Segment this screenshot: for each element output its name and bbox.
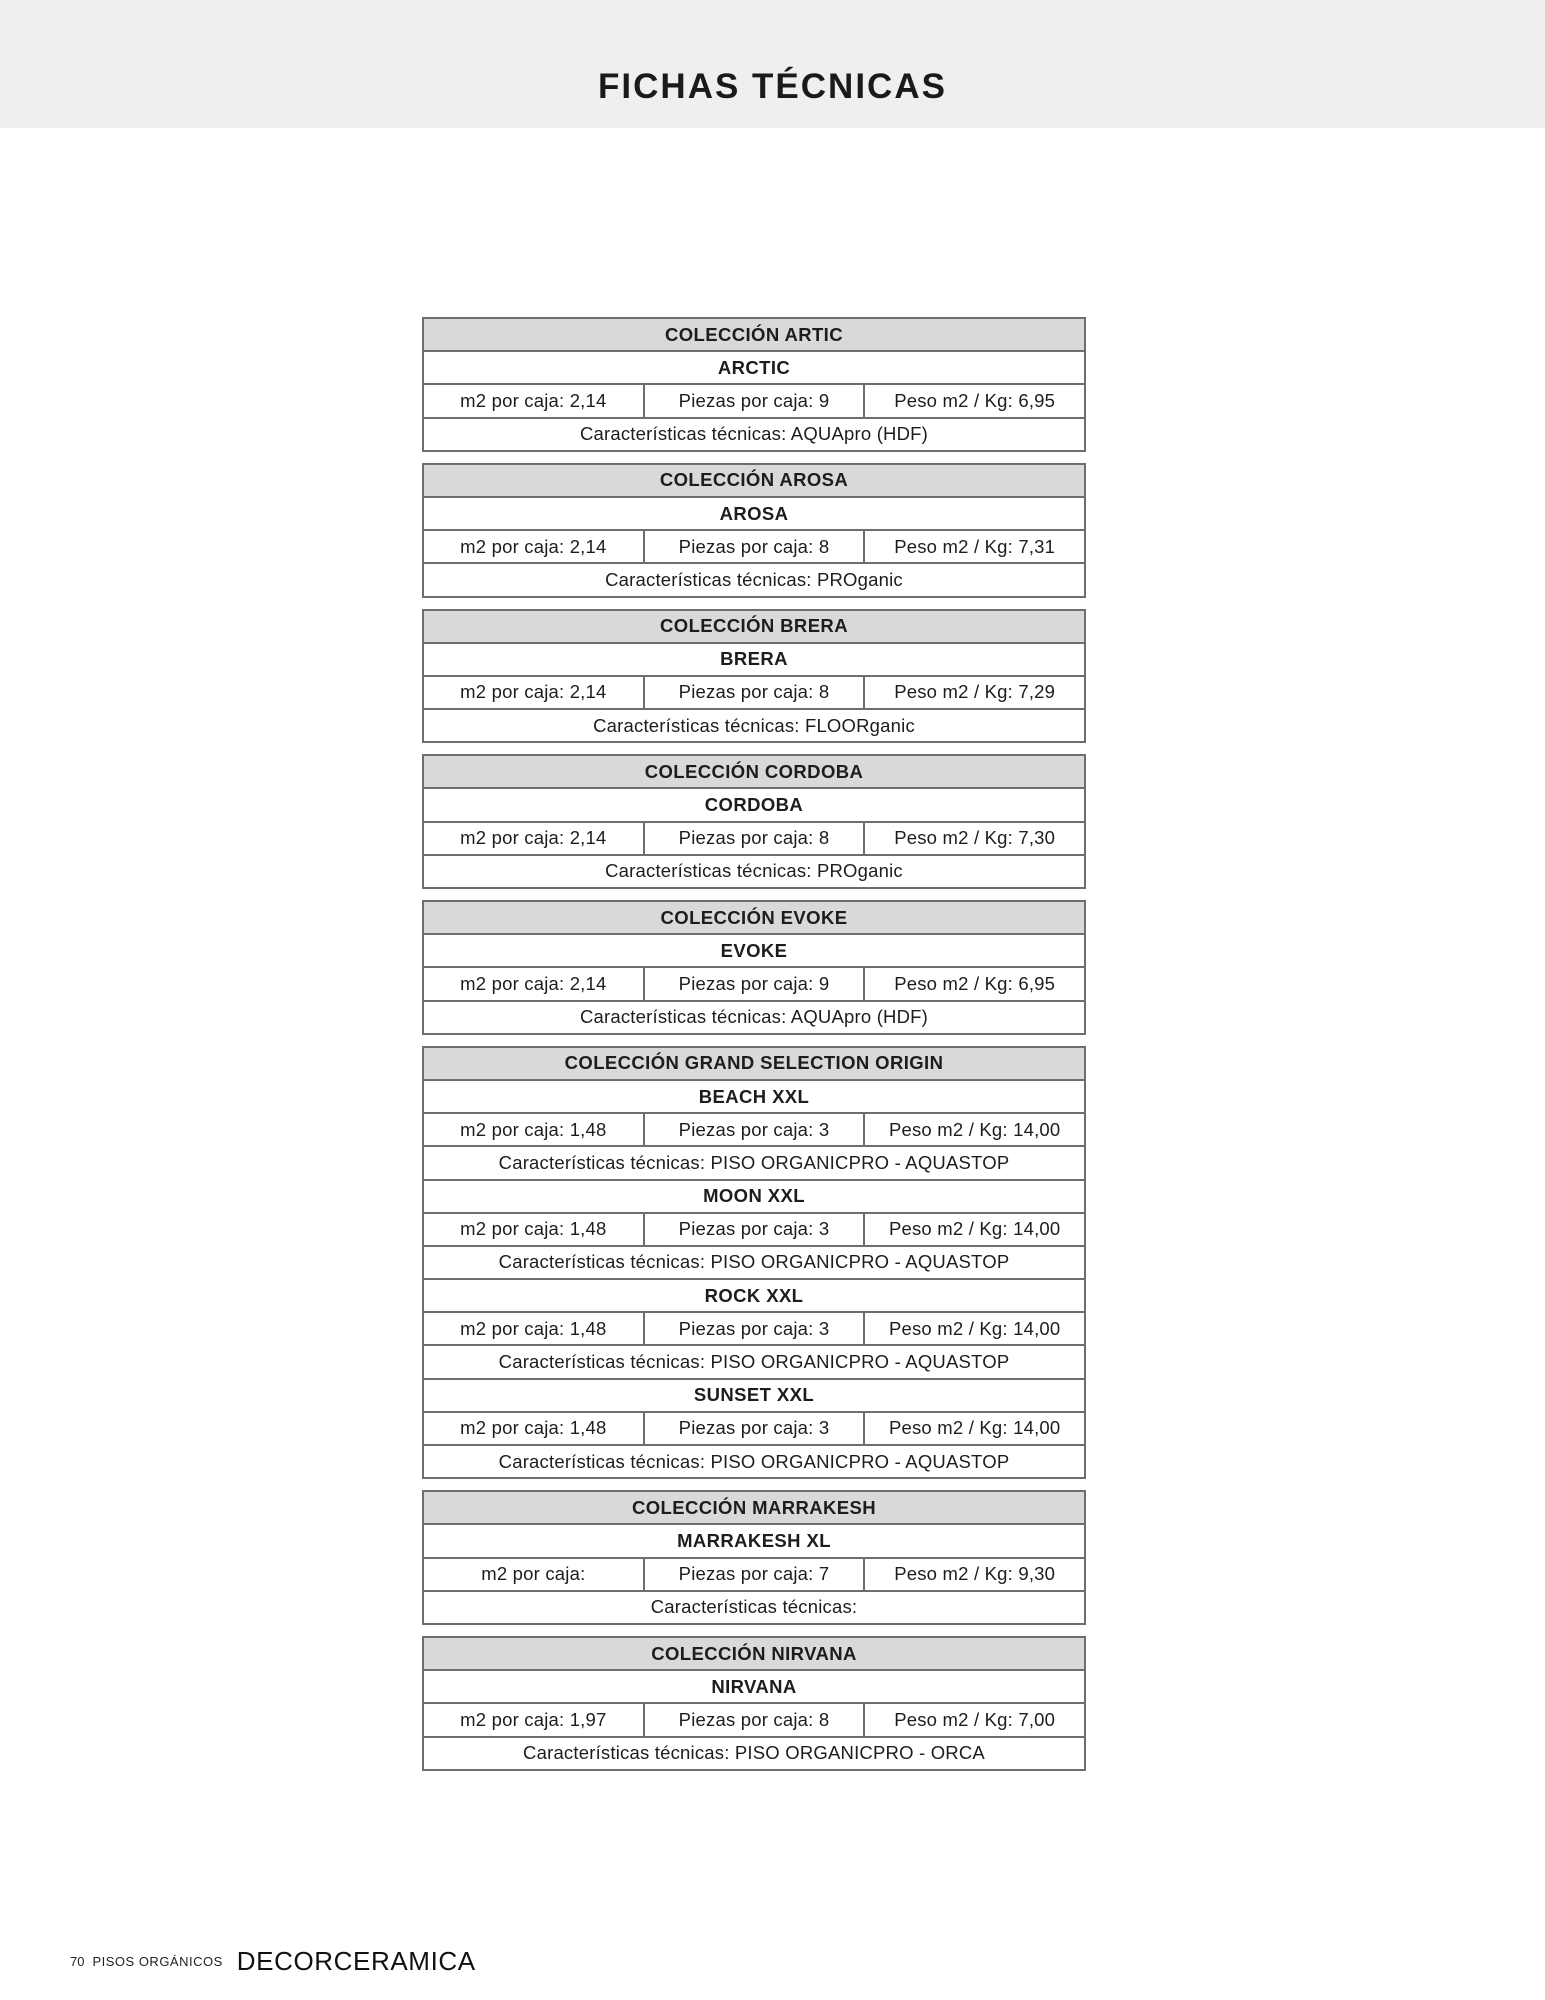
product-name: AROSA: [424, 496, 1084, 529]
weight-cell: Peso m2 / Kg: 7,00: [863, 1704, 1084, 1735]
pieces-per-box-cell: Piezas por caja: 3: [643, 1214, 864, 1245]
section-label: PISOS ORGÁNICOS: [92, 1953, 223, 1969]
collection-title: COLECCIÓN ARTIC: [424, 319, 1084, 350]
product-name: CORDOBA: [424, 787, 1084, 820]
technical-features: Características técnicas: PISO ORGANICPRO - AQUASTOP: [424, 1444, 1084, 1477]
weight-cell: Peso m2 / Kg: 6,95: [863, 968, 1084, 999]
collection-title: COLECCIÓN BRERA: [424, 611, 1084, 642]
pieces-per-box-cell: Piezas por caja: 7: [643, 1559, 864, 1590]
technical-features: Características técnicas: PISO ORGANICPRO - AQUASTOP: [424, 1245, 1084, 1278]
m2-per-box-cell: m2 por caja: 1,97: [460, 1708, 607, 1730]
collection-title: COLECCIÓN NIRVANA: [424, 1638, 1084, 1669]
product-name: NIRVANA: [424, 1669, 1084, 1702]
technical-features: Características técnicas: PISO ORGANICPRO - AQUASTOP: [424, 1344, 1084, 1377]
technical-features: Características técnicas: AQUApro (HDF): [424, 1000, 1084, 1033]
weight-cell: Peso m2 / Kg: 14,00: [863, 1413, 1084, 1444]
product-name: ARCTIC: [424, 350, 1084, 383]
product-name: BRERA: [424, 642, 1084, 675]
weight-cell: Peso m2 / Kg: 7,29: [863, 677, 1084, 708]
m2-per-box-cell: m2 por caja: 1,48: [460, 1317, 607, 1339]
pieces-per-box-cell: Piezas por caja: 8: [643, 531, 864, 562]
collection-table: [422, 1636, 1086, 1771]
spec-row: [424, 821, 1084, 854]
spec-row: [424, 383, 1084, 416]
spec-row: [424, 1557, 1084, 1590]
page-title: FICHAS TÉCNICAS: [598, 67, 947, 106]
weight-cell: Peso m2 / Kg: 14,00: [863, 1313, 1084, 1344]
pieces-per-box-cell: Piezas por caja: 3: [643, 1413, 864, 1444]
spec-row: [424, 1702, 1084, 1735]
collection-table: [422, 900, 1086, 1035]
product-name: SUNSET XXL: [424, 1378, 1084, 1411]
pieces-per-box-cell: Piezas por caja: 8: [643, 823, 864, 854]
technical-features: Características técnicas: PISO ORGANICPRO - ORCA: [424, 1736, 1084, 1769]
collection-title: COLECCIÓN CORDOBA: [424, 756, 1084, 787]
collection-table: [422, 463, 1086, 598]
product-name: MOON XXL: [424, 1179, 1084, 1212]
m2-per-box-cell: m2 por caja: 1,48: [460, 1218, 607, 1240]
m2-per-box-cell: m2 por caja: 1,48: [460, 1417, 607, 1439]
technical-features: Características técnicas:: [424, 1590, 1084, 1623]
weight-cell: Peso m2 / Kg: 7,31: [863, 531, 1084, 562]
m2-per-box-cell: m2 por caja: 1,48: [460, 1118, 607, 1140]
pieces-per-box-cell: Piezas por caja: 8: [643, 677, 864, 708]
m2-per-box-cell: m2 por caja: 2,14: [460, 972, 607, 994]
weight-cell: Peso m2 / Kg: 14,00: [863, 1214, 1084, 1245]
pieces-per-box-cell: Piezas por caja: 8: [643, 1704, 864, 1735]
m2-per-box-cell: m2 por caja: 2,14: [460, 827, 607, 849]
collection-table: [422, 1490, 1086, 1625]
spec-tables: [422, 317, 1086, 1782]
pieces-per-box-cell: Piezas por caja: 3: [643, 1114, 864, 1145]
page-footer: [70, 1946, 476, 1976]
collection-table: [422, 754, 1086, 889]
technical-features: Características técnicas: FLOORganic: [424, 708, 1084, 741]
weight-cell: Peso m2 / Kg: 7,30: [863, 823, 1084, 854]
product-name: MARRAKESH XL: [424, 1523, 1084, 1556]
spec-row: [424, 529, 1084, 562]
brand-logo: DECORCERAMICA: [236, 1946, 476, 1976]
spec-row: [424, 1311, 1084, 1344]
page-number: 70: [70, 1953, 85, 1969]
collection-title: COLECCIÓN AROSA: [424, 465, 1084, 496]
m2-per-box-cell: m2 por caja: 2,14: [460, 535, 607, 557]
weight-cell: Peso m2 / Kg: 9,30: [863, 1559, 1084, 1590]
collection-title: COLECCIÓN GRAND SELECTION ORIGIN: [424, 1048, 1084, 1079]
product-name: EVOKE: [424, 933, 1084, 966]
weight-cell: Peso m2 / Kg: 6,95: [863, 385, 1084, 416]
technical-features: Características técnicas: PISO ORGANICPRO - AQUASTOP: [424, 1145, 1084, 1178]
collection-table: [422, 609, 1086, 744]
spec-row: [424, 1411, 1084, 1444]
pieces-per-box-cell: Piezas por caja: 9: [643, 385, 864, 416]
collection-table: [422, 1046, 1086, 1479]
product-name: ROCK XXL: [424, 1278, 1084, 1311]
spec-row: [424, 1112, 1084, 1145]
collection-title: COLECCIÓN MARRAKESH: [424, 1492, 1084, 1523]
spec-row: [424, 675, 1084, 708]
spec-row: [424, 966, 1084, 999]
pieces-per-box-cell: Piezas por caja: 9: [643, 968, 864, 999]
technical-features: Características técnicas: PROganic: [424, 854, 1084, 887]
m2-per-box-cell: m2 por caja: 2,14: [460, 681, 607, 703]
m2-per-box-cell: m2 por caja:: [481, 1563, 586, 1585]
technical-features: Características técnicas: PROganic: [424, 562, 1084, 595]
spec-row: [424, 1212, 1084, 1245]
collection-table: [422, 317, 1086, 452]
technical-features: Características técnicas: AQUApro (HDF): [424, 417, 1084, 450]
weight-cell: Peso m2 / Kg: 14,00: [863, 1114, 1084, 1145]
collection-title: COLECCIÓN EVOKE: [424, 902, 1084, 933]
m2-per-box-cell: m2 por caja: 2,14: [460, 389, 607, 411]
pieces-per-box-cell: Piezas por caja: 3: [643, 1313, 864, 1344]
product-name: BEACH XXL: [424, 1079, 1084, 1112]
